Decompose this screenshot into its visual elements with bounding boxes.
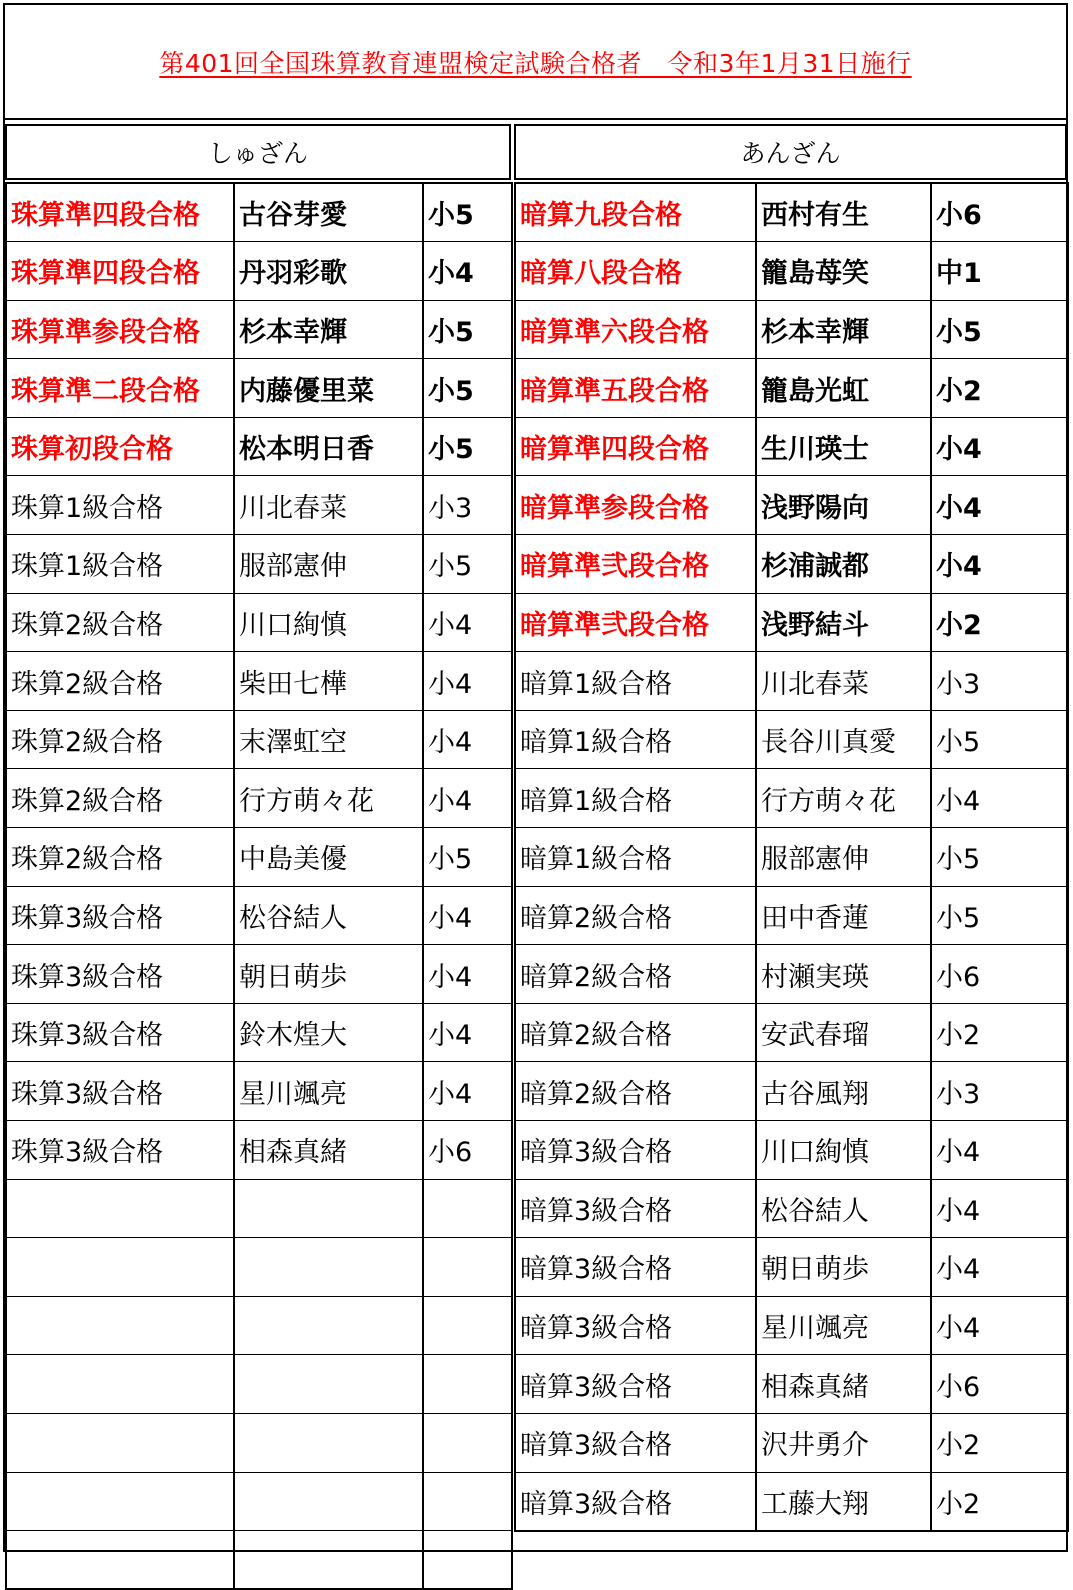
- name-cell: 服部憲伸: [756, 828, 931, 887]
- year-cell: 小4: [931, 769, 1068, 828]
- grade-cell: 暗算準参段合格: [515, 476, 756, 535]
- name-cell: 杉本幸輝: [234, 300, 423, 359]
- grade-cell: 暗算八段合格: [515, 242, 756, 301]
- table-row: [6, 1531, 512, 1590]
- year-cell: 小4: [931, 476, 1068, 535]
- grade-cell: 暗算1級合格: [515, 652, 756, 711]
- table-row: [515, 652, 1068, 711]
- grade-cell: 珠算準四段合格: [6, 183, 234, 242]
- year-cell: 小6: [931, 183, 1068, 242]
- year-cell: 小4: [931, 1296, 1068, 1355]
- name-cell: 沢井勇介: [756, 1413, 931, 1472]
- year-cell: 小4: [931, 535, 1068, 594]
- year-cell: 小4: [931, 1121, 1068, 1180]
- grade-cell: 暗算準弐段合格: [515, 593, 756, 652]
- year-cell: 小4: [931, 1179, 1068, 1238]
- grade-cell: 暗算3級合格: [515, 1238, 756, 1297]
- table-row: [515, 710, 1068, 769]
- table-row: [6, 300, 512, 359]
- grade-cell: 暗算準弐段合格: [515, 535, 756, 594]
- grade-cell: 珠算準四段合格: [6, 242, 234, 301]
- name-cell: 工藤大翔: [756, 1472, 931, 1531]
- year-cell: 小3: [931, 1062, 1068, 1121]
- grade-cell: [6, 1179, 234, 1238]
- year-cell: 小2: [931, 1472, 1068, 1531]
- table-row: [6, 1003, 512, 1062]
- year-cell: 小4: [423, 593, 512, 652]
- table-row: [6, 1472, 512, 1531]
- name-cell: 生川瑛士: [756, 417, 931, 476]
- year-cell: 小4: [423, 710, 512, 769]
- grade-cell: 珠算準参段合格: [6, 300, 234, 359]
- grade-cell: 珠算準二段合格: [6, 359, 234, 418]
- year-cell: 小6: [931, 1355, 1068, 1414]
- table-row: [515, 417, 1068, 476]
- shuzan-section: [5, 124, 511, 1169]
- table-row: [515, 945, 1068, 1004]
- grade-cell: [6, 1472, 234, 1531]
- year-cell: [423, 1531, 512, 1590]
- table-row: [6, 1413, 512, 1472]
- name-cell: 古谷芽愛: [234, 183, 423, 242]
- table-row: [515, 593, 1068, 652]
- table-row: [6, 242, 512, 301]
- year-cell: 小5: [423, 300, 512, 359]
- table-row: [6, 1062, 512, 1121]
- grade-cell: 珠算3級合格: [6, 1003, 234, 1062]
- table-row: [515, 1413, 1068, 1472]
- year-cell: 小4: [423, 886, 512, 945]
- name-cell: 川口絢慎: [234, 593, 423, 652]
- table-row: [6, 359, 512, 418]
- table-row: [6, 417, 512, 476]
- name-cell: 川北春菜: [756, 652, 931, 711]
- year-cell: 小5: [931, 300, 1068, 359]
- grade-cell: 珠算2級合格: [6, 769, 234, 828]
- name-cell: 川口絢慎: [756, 1121, 931, 1180]
- name-cell: 朝日萌歩: [756, 1238, 931, 1297]
- table-row: [6, 828, 512, 887]
- year-cell: 小5: [931, 886, 1068, 945]
- grade-cell: 珠算3級合格: [6, 1121, 234, 1180]
- grade-cell: 珠算3級合格: [6, 945, 234, 1004]
- year-cell: 小2: [931, 359, 1068, 418]
- grade-cell: 珠算3級合格: [6, 886, 234, 945]
- name-cell: 松谷結人: [756, 1179, 931, 1238]
- year-cell: 小4: [423, 1062, 512, 1121]
- name-cell: 安武春瑠: [756, 1003, 931, 1062]
- year-cell: [423, 1355, 512, 1414]
- name-cell: 星川颯亮: [756, 1296, 931, 1355]
- name-cell: 浅野結斗: [756, 593, 931, 652]
- name-cell: 朝日萌歩: [234, 945, 423, 1004]
- name-cell: 松本明日香: [234, 417, 423, 476]
- table-row: [515, 1472, 1068, 1531]
- table-row: [515, 828, 1068, 887]
- name-cell: 内藤優里菜: [234, 359, 423, 418]
- year-cell: 小5: [931, 710, 1068, 769]
- name-cell: 服部憲伸: [234, 535, 423, 594]
- year-cell: 小3: [423, 476, 512, 535]
- name-cell: [234, 1413, 423, 1472]
- name-cell: [234, 1296, 423, 1355]
- grade-cell: 暗算3級合格: [515, 1121, 756, 1180]
- grade-cell: 暗算2級合格: [515, 1062, 756, 1121]
- grade-cell: 暗算3級合格: [515, 1472, 756, 1531]
- year-cell: 小5: [423, 417, 512, 476]
- grade-cell: 暗算3級合格: [515, 1179, 756, 1238]
- table-row: [6, 886, 512, 945]
- title-banner: [3, 3, 1068, 120]
- table-row: [515, 769, 1068, 828]
- name-cell: 西村有生: [756, 183, 931, 242]
- grade-cell: [6, 1238, 234, 1297]
- name-cell: 鈴木煌大: [234, 1003, 423, 1062]
- name-cell: 松谷結人: [234, 886, 423, 945]
- year-cell: 小4: [931, 417, 1068, 476]
- name-cell: [234, 1355, 423, 1414]
- grade-cell: 暗算3級合格: [515, 1413, 756, 1472]
- table-row: [515, 1179, 1068, 1238]
- grade-cell: 暗算準四段合格: [515, 417, 756, 476]
- name-cell: 柴田七樺: [234, 652, 423, 711]
- table-row: [515, 183, 1068, 242]
- year-cell: 小4: [423, 1003, 512, 1062]
- name-cell: 古谷風翔: [756, 1062, 931, 1121]
- name-cell: 村瀬実瑛: [756, 945, 931, 1004]
- grade-cell: 珠算2級合格: [6, 828, 234, 887]
- year-cell: 小5: [423, 828, 512, 887]
- name-cell: 星川颯亮: [234, 1062, 423, 1121]
- year-cell: 小2: [931, 593, 1068, 652]
- name-cell: 相森真緒: [234, 1121, 423, 1180]
- year-cell: 小3: [931, 652, 1068, 711]
- name-cell: 中島美優: [234, 828, 423, 887]
- table-row: [6, 1121, 512, 1180]
- grade-cell: 珠算1級合格: [6, 476, 234, 535]
- table-row: [6, 183, 512, 242]
- table-row: [515, 1121, 1068, 1180]
- table-row: [6, 710, 512, 769]
- name-cell: 浅野陽向: [756, 476, 931, 535]
- anzan-header: あんざん: [514, 124, 1067, 180]
- name-cell: 末澤虹空: [234, 710, 423, 769]
- table-row: [6, 535, 512, 594]
- year-cell: 小5: [423, 535, 512, 594]
- year-cell: 小5: [423, 359, 512, 418]
- table-row: [6, 1355, 512, 1414]
- grade-cell: [6, 1296, 234, 1355]
- name-cell: 長谷川真愛: [756, 710, 931, 769]
- grade-cell: 暗算1級合格: [515, 710, 756, 769]
- table-row: [515, 1003, 1068, 1062]
- grade-cell: 珠算2級合格: [6, 652, 234, 711]
- table-row: [6, 476, 512, 535]
- grade-cell: 暗算準六段合格: [515, 300, 756, 359]
- page-title: 第401回全国珠算教育連盟検定試験合格者 令和3年1月31日施行: [159, 48, 912, 78]
- year-cell: [423, 1472, 512, 1531]
- shuzan-header: しゅざん: [5, 124, 511, 180]
- table-row: [515, 300, 1068, 359]
- table-row: [515, 535, 1068, 594]
- name-cell: [234, 1238, 423, 1297]
- grade-cell: 珠算1級合格: [6, 535, 234, 594]
- name-cell: 行方萌々花: [234, 769, 423, 828]
- name-cell: 籠島光虹: [756, 359, 931, 418]
- name-cell: [234, 1531, 423, 1590]
- year-cell: 小4: [423, 769, 512, 828]
- year-cell: 小4: [423, 945, 512, 1004]
- year-cell: 小2: [931, 1003, 1068, 1062]
- grade-cell: 珠算2級合格: [6, 593, 234, 652]
- name-cell: 行方萌々花: [756, 769, 931, 828]
- name-cell: 杉浦誠都: [756, 535, 931, 594]
- grade-cell: 珠算3級合格: [6, 1062, 234, 1121]
- table-row: [6, 1296, 512, 1355]
- grade-cell: 暗算1級合格: [515, 769, 756, 828]
- grade-cell: 暗算準五段合格: [515, 359, 756, 418]
- grade-cell: [6, 1413, 234, 1472]
- table-row: [515, 1062, 1068, 1121]
- grade-cell: [6, 1355, 234, 1414]
- grade-cell: 暗算九段合格: [515, 183, 756, 242]
- table-row: [6, 945, 512, 1004]
- year-cell: [423, 1413, 512, 1472]
- grade-cell: 暗算2級合格: [515, 1003, 756, 1062]
- name-cell: [234, 1179, 423, 1238]
- table-row: [6, 593, 512, 652]
- shuzan-table: [5, 182, 513, 1590]
- table-row: [6, 1238, 512, 1297]
- year-cell: [423, 1238, 512, 1297]
- year-cell: 小4: [931, 1238, 1068, 1297]
- name-cell: 杉本幸輝: [756, 300, 931, 359]
- year-cell: [423, 1296, 512, 1355]
- table-row: [515, 1238, 1068, 1297]
- table-row: [515, 476, 1068, 535]
- grade-cell: 暗算1級合格: [515, 828, 756, 887]
- anzan-table: [514, 182, 1069, 1532]
- grade-cell: 暗算2級合格: [515, 945, 756, 1004]
- year-cell: [423, 1179, 512, 1238]
- year-cell: 小6: [931, 945, 1068, 1004]
- name-cell: 籠島苺笑: [756, 242, 931, 301]
- table-row: [515, 242, 1068, 301]
- name-cell: 川北春菜: [234, 476, 423, 535]
- grade-cell: 珠算2級合格: [6, 710, 234, 769]
- name-cell: 田中香蓮: [756, 886, 931, 945]
- year-cell: 小6: [423, 1121, 512, 1180]
- table-row: [6, 1179, 512, 1238]
- grade-cell: 暗算3級合格: [515, 1355, 756, 1414]
- year-cell: 中1: [931, 242, 1068, 301]
- anzan-section: [514, 124, 1067, 1520]
- name-cell: [234, 1472, 423, 1531]
- grade-cell: 暗算2級合格: [515, 886, 756, 945]
- grade-cell: 暗算3級合格: [515, 1296, 756, 1355]
- year-cell: 小4: [423, 652, 512, 711]
- grade-cell: [6, 1531, 234, 1590]
- grade-cell: 珠算初段合格: [6, 417, 234, 476]
- table-row: [515, 1355, 1068, 1414]
- table-row: [6, 652, 512, 711]
- table-row: [515, 1296, 1068, 1355]
- year-cell: 小5: [931, 828, 1068, 887]
- year-cell: 小5: [423, 183, 512, 242]
- year-cell: 小2: [931, 1413, 1068, 1472]
- table-row: [515, 886, 1068, 945]
- table-row: [515, 359, 1068, 418]
- table-row: [6, 769, 512, 828]
- name-cell: 相森真緒: [756, 1355, 931, 1414]
- name-cell: 丹羽彩歌: [234, 242, 423, 301]
- year-cell: 小4: [423, 242, 512, 301]
